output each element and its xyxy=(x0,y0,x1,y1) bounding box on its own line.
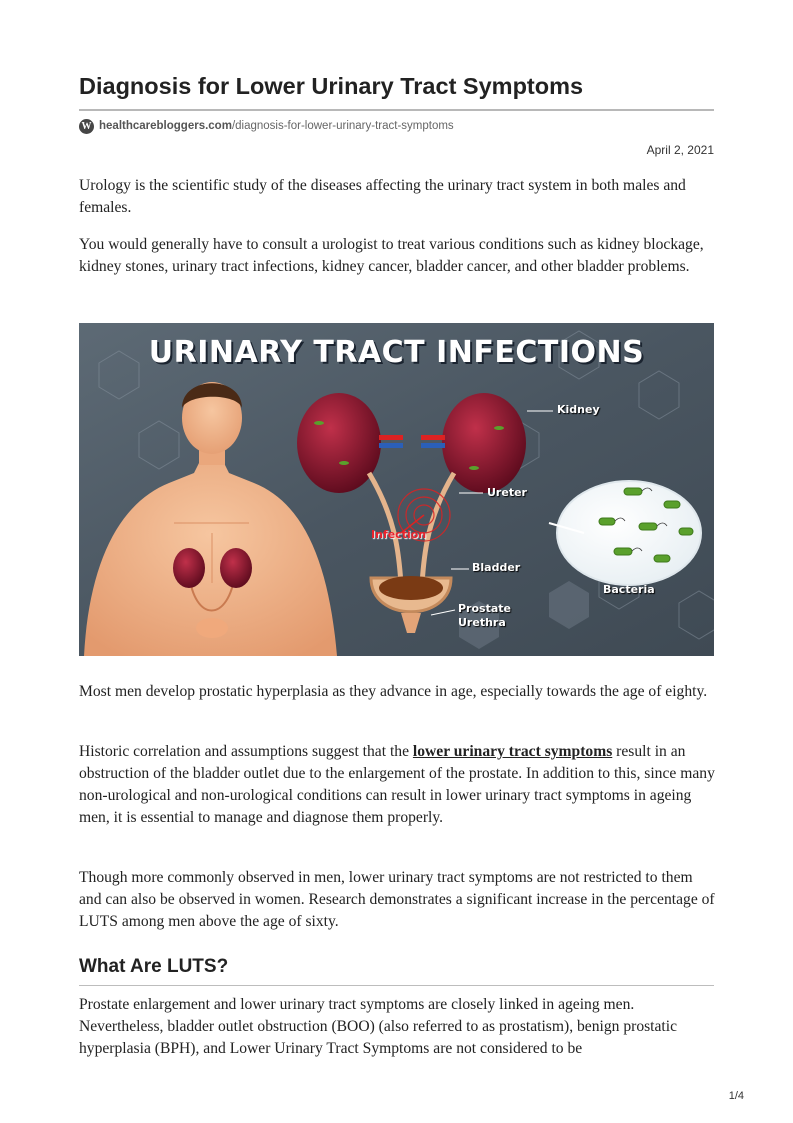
paragraph-hyperplasia: Most men develop prostatic hyperplasia as they advance in age, especially towards the age of eighty. xyxy=(79,683,708,700)
infographic-title: URINARY TRACT INFECTIONS xyxy=(148,335,645,370)
luts-link[interactable]: lower urinary tract symptoms xyxy=(412,743,613,760)
wordpress-icon: W xyxy=(79,119,94,134)
source-path: /diagnosis-for-lower-urinary-tract-symptoms xyxy=(231,120,454,132)
paragraph-urologist: You would generally have to consult a urologist to treat various conditions such as kidney blockage, kidney stones, urinary tract infections, kidney cancer, bladder cancer, and other bladder problems. xyxy=(79,236,704,275)
paragraph-intro: Urology is the scientific study of the diseases affecting the urinary tract system in both males and females. xyxy=(79,177,686,216)
label-bacteria: Bacteria xyxy=(603,583,655,596)
section-heading: What Are LUTS? xyxy=(79,956,229,977)
source-link[interactable] xyxy=(79,117,454,135)
paragraph-correlation xyxy=(79,741,719,829)
label-urethra: Urethra xyxy=(458,616,506,629)
paragraph-correlation-end: result in an obstruction of the bladder outlet due to the enlargement of the prostate. In addition to this, since many non-urological and non-urological conditions can result in lower urinary tract symptoms in ageing men, it is essential to manage and diagnose them properly. xyxy=(79,743,715,826)
title-divider xyxy=(79,109,714,111)
source-domain: healthcarebloggers.com xyxy=(99,120,232,132)
label-ureter: Ureter xyxy=(487,486,527,499)
label-prostate: Prostate xyxy=(458,602,511,615)
paragraph-women: Though more commonly observed in men, lower urinary tract symptoms are not restricted to them and can also be observed in women. Research demonstrates a significant increase in the percentage of LUTS among men above the age of sixty. xyxy=(79,869,715,930)
uti-infographic xyxy=(79,323,714,656)
section-divider xyxy=(79,985,714,986)
paragraph-luts: Prostate enlargement and lower urinary tract symptoms are closely linked in ageing men. Nevertheless, bladder outlet obstruction (BOO) (also referred to as prostatism), benign prostatic hyperplasia (BPH), and Lower Urinary Tract Symptoms are not considered to be xyxy=(79,996,678,1057)
label-infection: Infection xyxy=(371,528,427,541)
paragraph-correlation-start: Historic correlation and assumptions suggest that the xyxy=(79,743,413,760)
page-number: 1/4 xyxy=(728,1090,744,1102)
label-bladder: Bladder xyxy=(472,561,521,574)
publish-date: April 2, 2021 xyxy=(646,143,714,157)
page-title: Diagnosis for Lower Urinary Tract Symptoms xyxy=(79,73,584,99)
infographic-art xyxy=(79,323,714,656)
label-kidney: Kidney xyxy=(557,403,600,416)
